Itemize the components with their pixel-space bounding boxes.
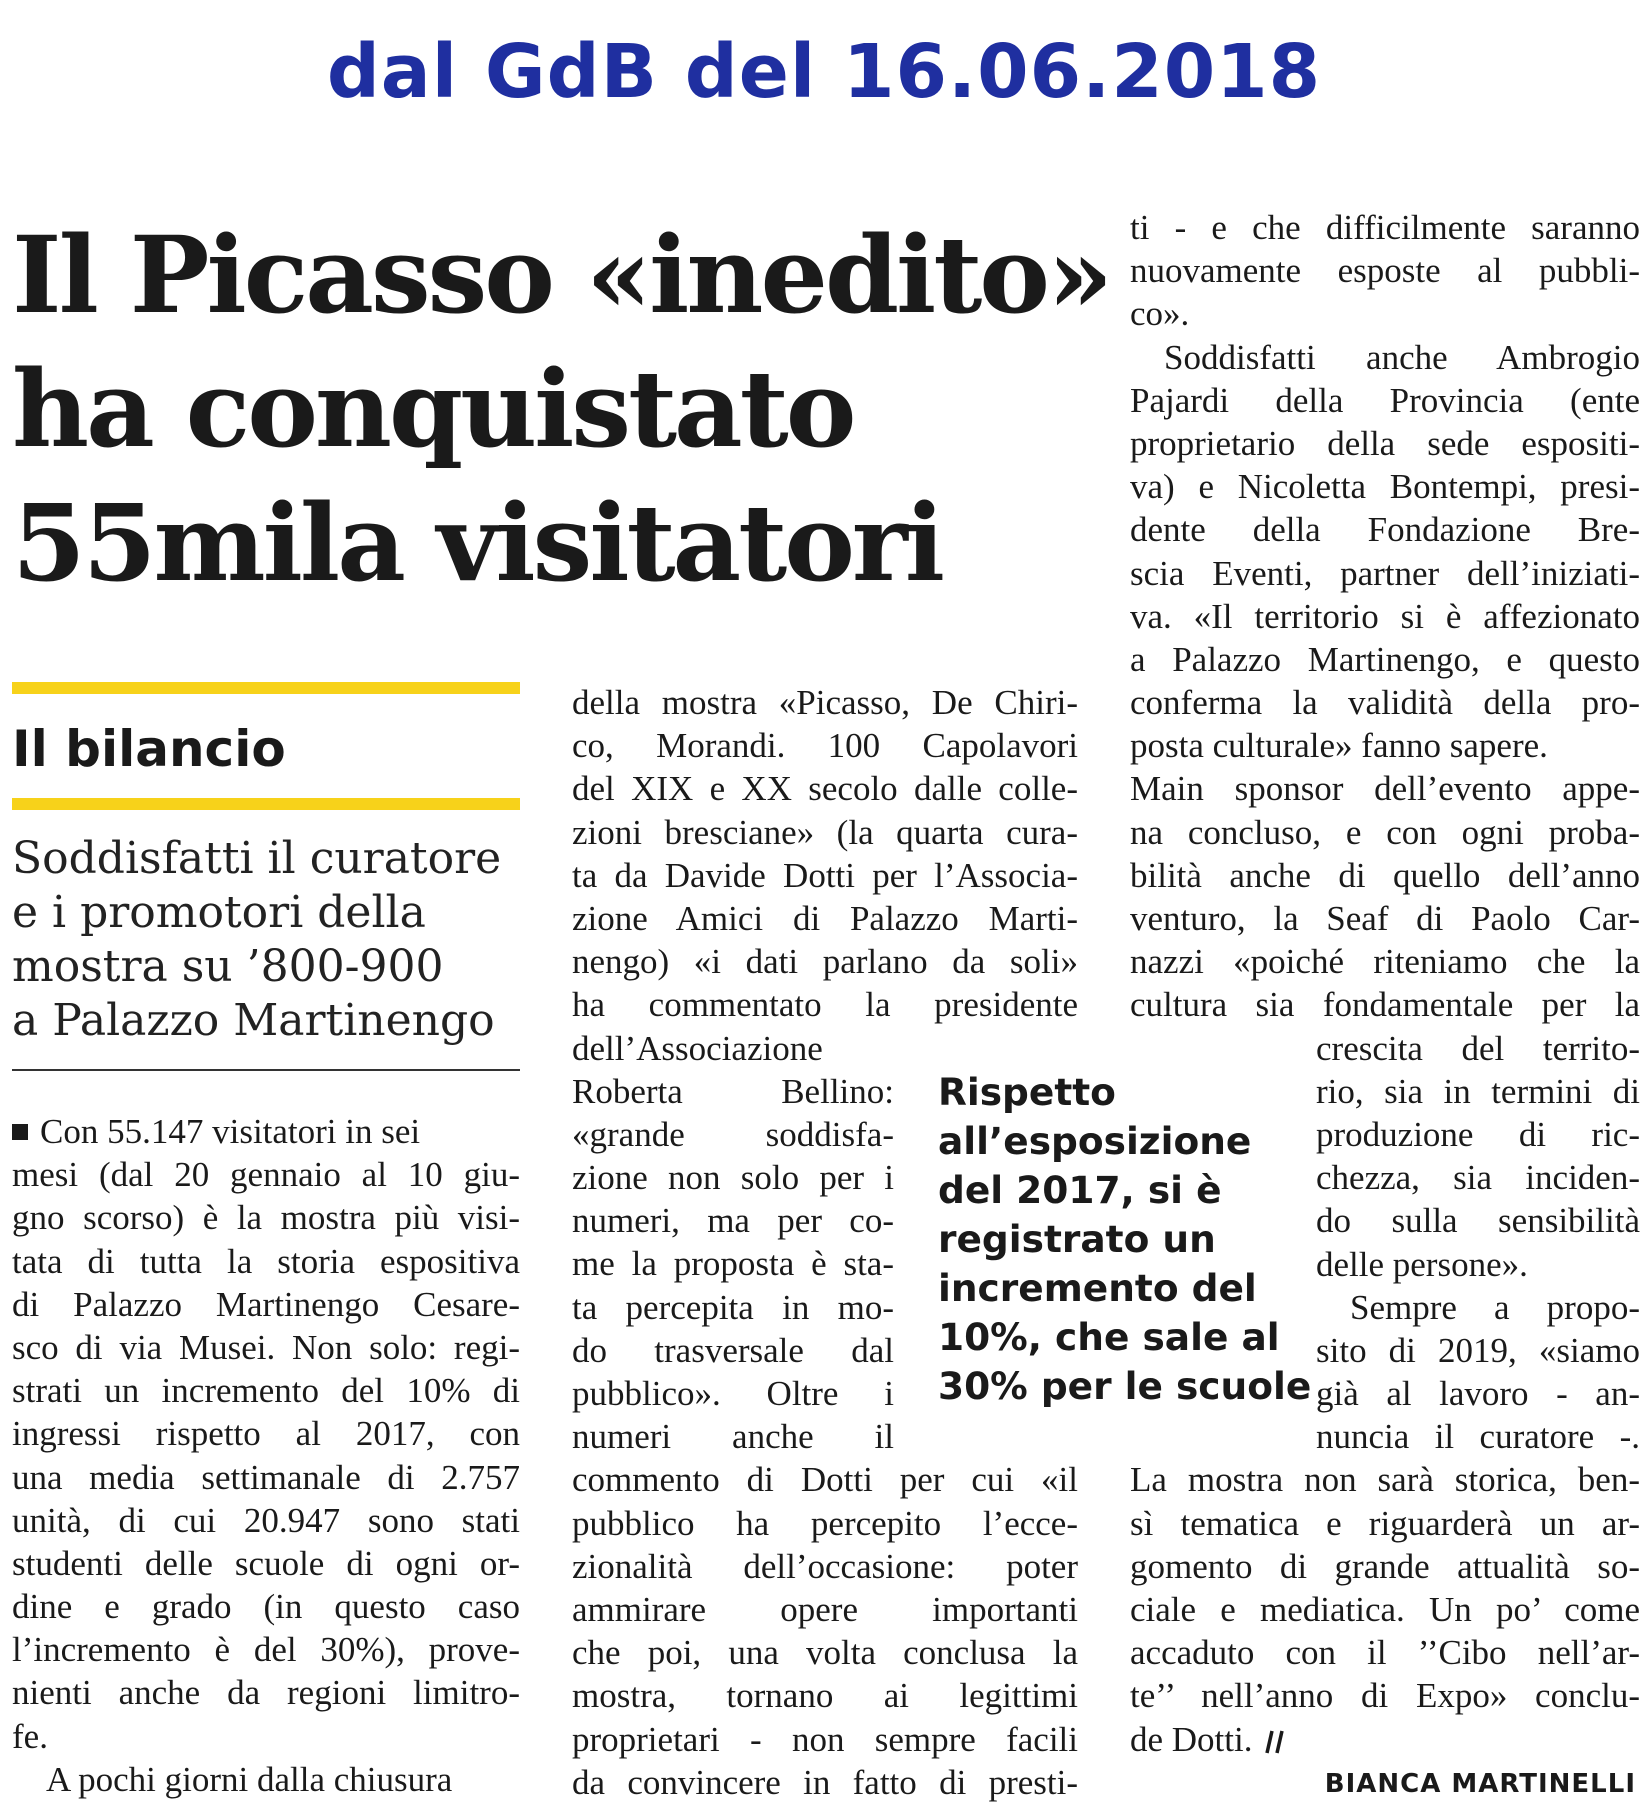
text-line: ta da Davide Dotti per l’Associa- [572, 855, 1078, 895]
text-line: fe. [12, 1716, 48, 1756]
text-line: me la proposta è sta- [572, 1244, 894, 1284]
text-line: commento di Dotti per cui «il [572, 1460, 1078, 1500]
text-line: Soddisfatti anche Ambrogio [1164, 337, 1640, 377]
text-line: scia Eventi, partner dell’iniziati- [1130, 553, 1640, 593]
text-line: chezza, sia inciden- [1316, 1158, 1640, 1198]
text-line: te’’ nell’anno di Expo» conclu- [1130, 1676, 1640, 1716]
text-line: tata di tutta la storia espositiva [12, 1241, 520, 1281]
text-line: dente della Fondazione Bre- [1130, 510, 1640, 550]
text-line: strati un incremento del 10% di [12, 1371, 520, 1411]
byline: BIANCA MARTINELLI [1324, 1769, 1636, 1799]
text-line: «grande soddisfa- [572, 1114, 894, 1154]
text-line: da convincere in fatto di presti- [572, 1762, 1078, 1802]
text-line: A pochi giorni dalla chiusura [46, 1759, 453, 1799]
text-line: mostra, tornano ai legittimi [572, 1676, 1078, 1716]
text-line: produzione di ric- [1316, 1114, 1640, 1154]
text-line: posta culturale» fanno sapere. [1130, 726, 1548, 766]
text-line: della mostra «Picasso, De Chiri- [572, 683, 1078, 722]
article-column-3 [1130, 206, 1640, 1761]
text-line: La mostra non sarà storica, ben- [1130, 1460, 1640, 1500]
text-line: che poi, una volta conclusa la [572, 1633, 1078, 1673]
text-line: nengo) «i dati parlano da soli» [572, 942, 1078, 982]
text-line: di Palazzo Martinengo Cesare- [12, 1284, 520, 1324]
text-line: proprietario della sede espositi- [1130, 423, 1640, 463]
text-line: ammirare opere importanti [572, 1589, 1078, 1629]
subhead-line: a Palazzo Martinengo [12, 995, 495, 1046]
subhead-line: Soddisfatti il curatore [12, 833, 502, 884]
subhead [12, 832, 532, 1048]
text-line: proprietari - non sempre facili [572, 1719, 1078, 1759]
text-line: dell’Associazione [572, 1028, 823, 1068]
end-of-article-icon [1264, 1729, 1290, 1755]
headline-line: Il Picasso «inedito» [12, 212, 1111, 337]
text-line: bilità anche di quello dell’anno [1130, 855, 1640, 895]
text-line: Roberta Bellino: [572, 1071, 894, 1111]
text-line: zione non solo per i [572, 1158, 894, 1198]
yellow-rule-top [12, 682, 520, 694]
text-line: sito di 2019, «siamo [1316, 1330, 1640, 1370]
paragraph-block [1130, 1458, 1640, 1760]
text-line: venturo, la Seaf di Paolo Car- [1130, 899, 1640, 938]
source-line: dal GdB del 16.06.2018 [326, 29, 1322, 115]
text-line: studenti delle scuole di ogni or- [12, 1543, 520, 1583]
text-line: crescita del territo- [1316, 1028, 1640, 1068]
text-line: ta percepita in mo- [572, 1287, 894, 1327]
text-line: nuncia il curatore -. [1316, 1417, 1640, 1457]
pull-quote-line: 10%, che sale al [938, 1315, 1280, 1359]
text-line: cultura sia fondamentale per la [1130, 985, 1640, 1025]
text-line: na concluso, e con ogni proba- [1130, 812, 1640, 852]
headline-line: ha conquistato [12, 346, 854, 471]
text-line: delle persone». [1316, 1244, 1528, 1284]
pull-quote-line: incremento del [938, 1266, 1257, 1310]
text-line: accaduto con il ’’Cibo nell’ar- [1130, 1633, 1640, 1673]
text-line: mesi (dal 20 gennaio al 10 giu- [12, 1155, 520, 1195]
text-line: ciale e mediatica. Un po’ come [1130, 1590, 1640, 1629]
pull-quote-line: Rispetto [938, 1070, 1116, 1114]
paragraph-block-narrow [572, 1027, 894, 1459]
text-line: a Palazzo Martinengo, e questo [1130, 639, 1640, 679]
text-line: rio, sia in termini di [1316, 1071, 1640, 1111]
text-line: Pajardi della Provincia (ente [1130, 380, 1640, 420]
text-line: ha commentato la presidente [572, 985, 1078, 1025]
article-column-1 [12, 1110, 520, 1801]
text-line: zione Amici di Palazzo Marti- [572, 898, 1078, 938]
pull-quote-line: all’esposizione [938, 1119, 1252, 1163]
paragraph-block [572, 681, 1078, 1027]
text-line: già al lavoro - an- [1316, 1374, 1640, 1414]
divider-rule [12, 1069, 520, 1071]
text-line: do trasversale dal [572, 1330, 894, 1370]
paragraph-block [1130, 206, 1640, 1027]
paragraph-block-narrow [1316, 1027, 1640, 1459]
subhead-line: e i promotori della [12, 887, 426, 938]
section-kicker: Il bilancio [12, 720, 286, 778]
headline [12, 208, 1111, 610]
text-line: co, Morandi. 100 Capolavori [572, 726, 1078, 766]
text-line: numeri anche il [572, 1417, 894, 1457]
text-line: del XIX e XX secolo dalle colle- [572, 769, 1078, 809]
text-line: numeri, ma per co- [572, 1201, 894, 1241]
text-line-content: de Dotti. [1130, 1719, 1253, 1759]
bullet-square-icon [12, 1124, 28, 1140]
text-line: zioni bresciane» (la quarta cura- [572, 812, 1078, 852]
text-line: nienti anche da regioni limitro- [12, 1673, 520, 1713]
pull-quote [938, 1068, 1312, 1411]
text-line: co». [1130, 294, 1190, 334]
yellow-rule-bottom [12, 798, 520, 810]
text-line: nazzi «poiché riteniamo che la [1130, 942, 1640, 982]
text-line [1130, 1718, 1640, 1761]
headline-line: 55mila visitatori [12, 480, 943, 605]
text-line: sì tematica e riguarderà un ar- [1130, 1503, 1640, 1543]
subhead-line: mostra su ’800-900 [12, 941, 444, 992]
paragraph-block [572, 1458, 1078, 1804]
text-line: ti - e che difficilmente saranno [1130, 208, 1640, 247]
text-line: conferma la validità della pro- [1130, 683, 1640, 723]
text-line: do sulla sensibilità [1316, 1201, 1640, 1241]
text-line: pubblico ha percepito l’ecce- [572, 1503, 1078, 1543]
text-line: unità, di cui 20.947 sono stati [12, 1500, 520, 1540]
pull-quote-line: 30% per le scuole [938, 1364, 1312, 1408]
text-line: dine e grado (in questo caso [12, 1587, 520, 1627]
text-line: l’incremento è del 30%), prove- [12, 1630, 520, 1670]
text-line: una media settimanale di 2.757 [12, 1457, 520, 1497]
pull-quote-line: del 2017, si è [938, 1168, 1222, 1212]
text-line: Sempre a propo- [1350, 1287, 1640, 1327]
text-line: gomento di grande attualità so- [1130, 1546, 1640, 1586]
text-line: ingressi rispetto al 2017, con [12, 1414, 520, 1454]
paragraph-block [12, 1110, 520, 1801]
text-line: Main sponsor dell’evento appe- [1130, 769, 1640, 809]
text-line: va. «Il territorio si è affezionato [1130, 596, 1640, 636]
text-line: nuovamente esposte al pubbli- [1130, 251, 1640, 291]
text-line [12, 1110, 520, 1153]
pull-quote-line: registrato un [938, 1217, 1216, 1261]
text-line: pubblico». Oltre i [572, 1374, 894, 1413]
text-line: sco di via Musei. Non solo: regi- [12, 1327, 520, 1367]
text-line: zionalità dell’occasione: poter [572, 1546, 1078, 1586]
text-line-content: Con 55.147 visitatori in sei [40, 1112, 421, 1151]
text-line: va) e Nicoletta Bontempi, presi- [1130, 467, 1640, 507]
text-line: gno scorso) è la mostra più visi- [12, 1198, 520, 1238]
